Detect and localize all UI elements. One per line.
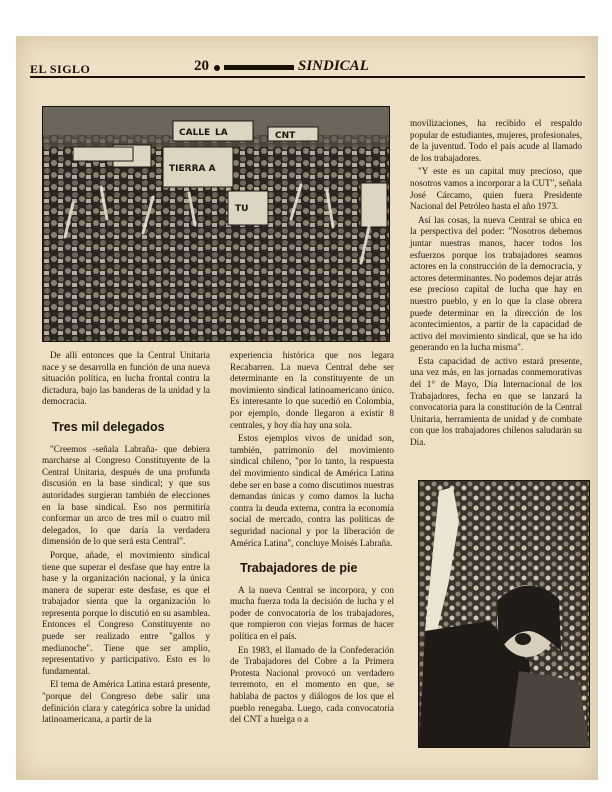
- page-header: [30, 56, 585, 78]
- col3-paragraph-1: movilizaciones, ha recibido el respaldo popular de estudiantes, mujeres, profesionales, de la juventud. Todo el país acude al llamado de los trabajadores.: [410, 118, 582, 163]
- col2-paragraph-1: experiencia histórica que nos legara Recabarren. La nueva Central debe ser determinante en la constituyente de un movimiento sindical latinoamericano único. Es interesante lo que sucedió en Colombia, por ejemplo, donde llegaron a existir 8 centrales, y hoy día hay una sola.: [230, 350, 394, 430]
- col1-paragraph-1: De allí entonces que la Central Unitaria nace y se desarrolla en función de una nueva situación política, en lucha frontal contra la dictadura, bajo las banderas de la unidad y la democracia.: [42, 350, 210, 407]
- header-rule-bar: [224, 65, 294, 70]
- protester-photo-image: [419, 481, 589, 747]
- subhead-trabajadores-de-pie: Trabajadores de pie: [240, 561, 358, 576]
- protester-photo: [418, 480, 590, 748]
- crowd-photo: [42, 106, 390, 342]
- publication-name: EL SIGLO: [30, 62, 91, 76]
- section-title: SINDICAL: [298, 58, 369, 74]
- page-number: 20: [194, 58, 209, 74]
- article-column-1: [42, 350, 210, 728]
- newspaper-page: [16, 36, 598, 780]
- article-column-2: [230, 350, 394, 728]
- banner-text-la: LA: [215, 128, 228, 138]
- article-column-3: [410, 118, 582, 451]
- col1-paragraph-2: "Creemos -señala Labraña- que debiera marcharse al Congreso Constituyente de la Central Unitaria, después de una profunda discusión en la base sindical; y que sus autoridades surgieran también de elecciones en la base sindical. Eso nos permitiría conformar un arco de tres mil o cuatro mil delegados, lo que daría la verdadera dimensión de lo que será esta Central".: [42, 443, 210, 547]
- col1-paragraph-3: Porque, añade, el movimiento sindical tiene que superar el desfase que hay entre la base y la organización nacional, y la única manera de superar este desfase, es que el trabajador sienta que la organización lo representa porque lo discutió en su asamblea. Entonces el Congreso Constituyente no puede ser realizado entre "gallos y medianoche". Tiene que ser amplio, representativo y participativo. Esto es lo fundamental.: [42, 549, 210, 676]
- subhead-tres-mil-delegados: Tres mil delegados: [52, 419, 165, 434]
- col3-paragraph-4: Esta capacidad de activo estará presente, una vez más, en las jornadas conmemorativas del 1° de Mayo, Día Internacional de los Trabajadores, fecha en que se lanzará la convocatoria para la constitución de la Central Unitaria, herramienta de unidad y de combate con que los trabajadores chilenos saludarán su Día.: [410, 355, 582, 448]
- header-divider: [30, 76, 585, 78]
- col1-paragraph-4: El tema de América Latina estará presente, "porque del Congreso debe salir una definición clara y categórica sobre la unidad latinoamericana, a partir de la: [42, 679, 210, 725]
- col3-paragraph-2: "Y este es un capital muy precioso, que nosotros vamos a incorporar a la CUT", señala José Cárcamo, quien fuera Presidente Nacional del Petróleo hasta el año 1973.: [410, 166, 582, 212]
- col2-paragraph-3: A la nueva Central se incorpora, y con mucha fuerza toda la decisión de lucha y el poder de convocatoria de los trabajadores, que rompieron con viejas formas de hacer política en el país.: [230, 584, 394, 642]
- header-bullet-icon: [214, 65, 220, 71]
- crowd-photo-image: [43, 107, 389, 341]
- banner-text-tu: TU: [235, 204, 249, 214]
- banner-text-calle: CALLE: [179, 128, 211, 138]
- col3-paragraph-3: Así las cosas, la nueva Central se ubica en la perspectiva del poder: "Nosotros debemos juntar nuestras manos, hacer todos los esfuerzos porque los trabajadores seamos actores en la construcción de la democracia, y actores determinantes. No podemos dejar atrás ese precioso capital de lucha que hay en nuestro pueblo, y en lo que la clase obrera puede determinar en la dirección de los acontecimientos, a partir de la capacidad de activo del movimiento sindical, que se ha ido generando en la lucha misma".: [410, 214, 582, 353]
- banner-text-cnt: CNT: [275, 131, 296, 141]
- banner-text-tierra: TIERRA A: [169, 164, 216, 174]
- col2-paragraph-2: Estos ejemplos vivos de unidad son, también, patrimonio del movimiento sindical chileno, "por lo tanto, la respuesta del movimiento sindical de América Latina debe ser en base a como discutimos nuestras demandas únicas y como damos la lucha contra la deuda externa, contra la economía social de mercado, contra las políticas de seguridad nacional y por la liberación de América Latina", concluye Moisés Labraña.: [230, 433, 394, 548]
- col2-paragraph-4: En 1983, el llamado de la Confederación de Trabajadores del Cobre a la Primera Protesta Nacional provocó un verdadero terremoto, en el momento en que, se hablaba de pactos y diálogos de los que el pueblo renegaba. Luego, cada convocatoria del CNT a huelga o a: [230, 644, 394, 725]
